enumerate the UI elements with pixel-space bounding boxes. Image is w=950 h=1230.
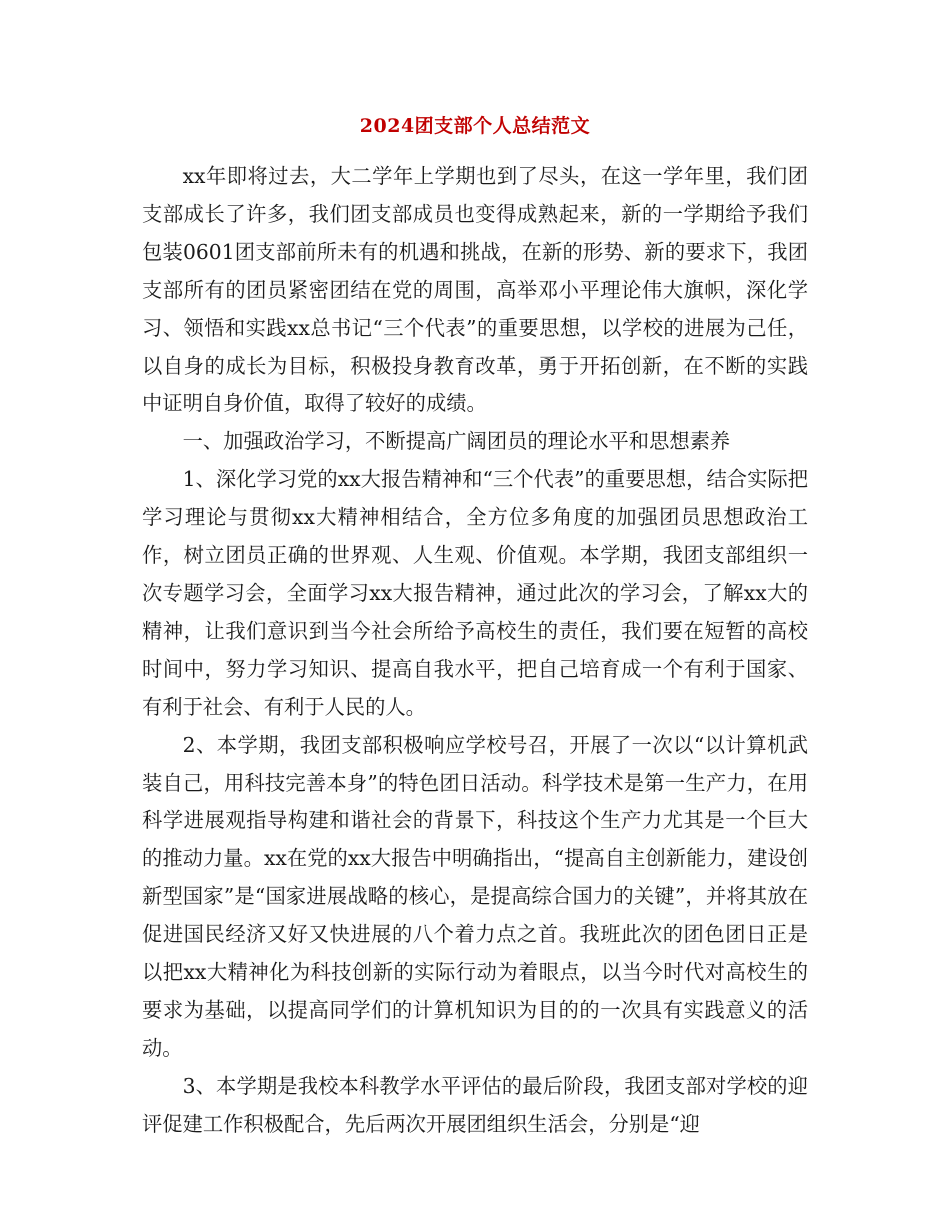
paragraph-intro: xx年即将过去，大二学年上学期也到了尽头，在这一学年里，我们团支部成长了许多，我们团支部成员也变得成熟起来，新的一学期给予我们包装0601团支部前所未有的机遇和挑战，在新的形势、新的要求下，我团支部所有的团员紧密团结在党的周围，高举邓小平理论伟大旗帜，深化学习、领悟和实践xx总书记“三个代表”的重要思想，以学校的进展为己任，以自身的成长为目标，积极投身教育改革，勇于开拓创新，在不断的实践中证明自身价值，取得了较好的成绩。 xyxy=(142,164,808,416)
document-body xyxy=(142,158,808,1144)
paragraph-item-2: 2、本学期，我团支部积极响应学校号召，开展了一次以“以计算机武装自己，用科技完善本身”的特色团日活动。科学技术是第一生产力，在用科学进展观指导构建和谐社会的背景下，科技这个生产力尤其是一个巨大的推动力量。xx在党的xx大报告中明确指出，“提高自主创新能力，建设创新型国家”是“国家进展战略的核心，是提高综合国力的关键”，并将其放在促进国民经济又好又快进展的八个着力点之首。我班此次的团色团日正是以把xx大精神化为科技创新的实际行动为着眼点，以当今时代对高校生的要求为基础，以提高同学们的计算机知识为目的的一次具有实践意义的活动。 xyxy=(142,732,808,1060)
paragraph-item-3: 3、本学期是我校本科教学水平评估的最后阶段，我团支部对学校的迎评促建工作积极配合，先后两次开展团组织生活会，分别是“迎 xyxy=(142,1073,808,1136)
document-title: 2024团支部个人总结范文 xyxy=(359,115,591,137)
paragraph-item-1: 1、深化学习党的xx大报告精神和“三个代表”的重要思想，结合实际把学习理论与贯彻xx大精神相结合，全方位多角度的加强团员思想政治工作，树立团员正确的世界观、人生观、价值观。本学期，我团支部组织一次专题学习会，全面学习xx大报告精神，通过此次的学习会，了解xx大的精神，让我们意识到当今社会所给予高校生的责任，我们要在短暂的高校时间中，努力学习知识、提高自我水平，把自己培育成一个有利于国家、有利于社会、有利于人民的人。 xyxy=(142,467,808,719)
paragraph-section-heading: 一、加强政治学习，不断提高广阔团员的理论水平和思想素养 xyxy=(182,429,731,454)
